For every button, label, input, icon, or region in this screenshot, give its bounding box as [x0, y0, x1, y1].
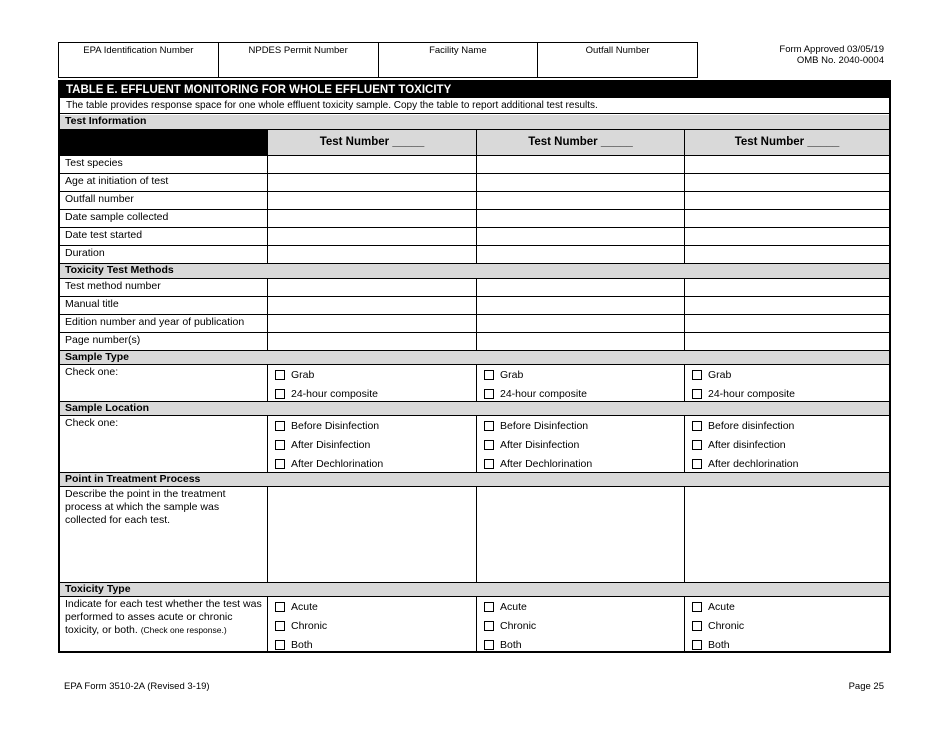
checkbox-icon[interactable] — [484, 640, 494, 650]
sample-location-row — [60, 416, 889, 473]
section-sample-type: Sample Type — [60, 351, 889, 365]
toxicity-type-options-3 — [685, 597, 889, 653]
section-sample-location: Sample Location — [60, 402, 889, 416]
row-label: Test species — [60, 156, 268, 173]
form-approval — [779, 44, 884, 66]
checkbox-acute[interactable]: Acute — [273, 597, 471, 616]
row-label: Page number(s) — [60, 333, 268, 350]
input-cell[interactable] — [268, 174, 477, 191]
npdes-permit-field[interactable]: NPDES Permit Number — [219, 43, 379, 77]
input-cell[interactable] — [685, 333, 889, 350]
table-row — [60, 297, 889, 315]
section-toxicity-test-methods: Toxicity Test Methods — [60, 264, 889, 279]
input-cell[interactable] — [685, 174, 889, 191]
input-cell[interactable] — [685, 297, 889, 314]
checkbox-grab[interactable]: Grab — [690, 365, 884, 384]
checkbox-icon[interactable] — [275, 459, 285, 469]
checkbox-grab[interactable]: Grab — [482, 365, 679, 384]
sample-location-options-2 — [477, 416, 685, 472]
checkbox-both[interactable]: Both — [690, 635, 884, 654]
checkbox-icon[interactable] — [692, 602, 702, 612]
row-label: Test method number — [60, 279, 268, 296]
checkbox-icon[interactable] — [692, 640, 702, 650]
row-label: Indicate for each test whether the test was performed to asses acute or chronic toxicity, or both. (Check one response.) — [60, 597, 268, 653]
sample-location-options-1 — [268, 416, 477, 472]
toxicity-type-options-2 — [477, 597, 685, 653]
table-description: The table provides response space for one whole effluent toxicity sample. Copy the table to report additional test results. — [60, 98, 889, 114]
table-row — [60, 246, 889, 264]
checkbox-chronic[interactable]: Chronic — [690, 616, 884, 635]
input-cell[interactable] — [685, 315, 889, 332]
table-row — [60, 210, 889, 228]
checkbox-acute[interactable]: Acute — [482, 597, 679, 616]
row-label: Check one: — [60, 365, 268, 401]
table-row — [60, 156, 889, 174]
row-label: Date sample collected — [60, 210, 268, 227]
approval-date: Form Approved 03/05/19 — [779, 44, 884, 55]
section-toxicity-type: Toxicity Type — [60, 583, 889, 597]
table-row — [60, 228, 889, 246]
input-cell[interactable] — [477, 174, 685, 191]
checkbox-icon[interactable] — [484, 459, 494, 469]
input-cell[interactable] — [477, 192, 685, 209]
toxicity-type-options-1 — [268, 597, 477, 653]
outfall-number-field[interactable]: Outfall Number — [585, 45, 650, 56]
checkbox-icon[interactable] — [275, 389, 285, 399]
input-cell[interactable] — [268, 156, 477, 173]
checkbox-before-disinfection[interactable]: Before Disinfection — [482, 416, 679, 435]
checkbox-both[interactable]: Both — [482, 635, 679, 654]
checkbox-icon[interactable] — [275, 640, 285, 650]
checkbox-icon[interactable] — [692, 440, 702, 450]
toxicity-type-row — [60, 597, 889, 653]
checkbox-icon[interactable] — [484, 440, 494, 450]
form-identifier: EPA Form 3510-2A (Revised 3-19) — [64, 681, 210, 692]
checkbox-after-dechlorination[interactable]: After Dechlorination — [273, 454, 471, 473]
input-cell[interactable] — [268, 315, 477, 332]
section-point-in-treatment: Point in Treatment Process — [60, 473, 889, 487]
checkbox-icon[interactable] — [692, 459, 702, 469]
sample-location-options-3 — [685, 416, 889, 472]
input-cell[interactable] — [268, 192, 477, 209]
checkbox-icon[interactable] — [275, 370, 285, 380]
sample-type-options-2 — [477, 365, 685, 401]
input-cell[interactable] — [685, 279, 889, 296]
input-cell[interactable] — [268, 246, 477, 263]
input-cell[interactable] — [685, 210, 889, 227]
checkbox-both[interactable]: Both — [273, 635, 471, 654]
input-cell[interactable] — [268, 279, 477, 296]
row-label: Date test started — [60, 228, 268, 245]
page-number: Page 25 — [848, 681, 884, 692]
checkbox-icon[interactable] — [692, 370, 702, 380]
table-row — [60, 174, 889, 192]
input-cell[interactable] — [685, 246, 889, 263]
test-number-2[interactable]: Test Number _____ — [477, 130, 685, 155]
checkbox-icon[interactable] — [484, 621, 494, 631]
checkbox-grab[interactable]: Grab — [273, 365, 471, 384]
table-title: TABLE E. EFFLUENT MONITORING FOR WHOLE EFFLUENT TOXICITY — [60, 82, 889, 98]
checkbox-24-hour-composite[interactable]: 24-hour composite — [482, 384, 679, 403]
sample-type-row — [60, 365, 889, 402]
checkbox-icon[interactable] — [692, 389, 702, 399]
row-label: Manual title — [60, 297, 268, 314]
checkbox-chronic[interactable]: Chronic — [273, 616, 471, 635]
checkbox-icon[interactable] — [484, 389, 494, 399]
table-row — [60, 279, 889, 297]
checkbox-after-disinfection[interactable]: After disinfection — [690, 435, 884, 454]
checkbox-icon[interactable] — [275, 602, 285, 612]
checkbox-icon[interactable] — [275, 421, 285, 431]
input-cell[interactable] — [268, 228, 477, 245]
input-cell[interactable] — [477, 246, 685, 263]
checkbox-24-hour-composite[interactable]: 24-hour composite — [273, 384, 471, 403]
input-cell[interactable] — [477, 487, 685, 582]
test-number-1[interactable]: Test Number _____ — [268, 130, 477, 155]
test-number-header-row — [60, 130, 889, 156]
blank-header-cell — [60, 130, 268, 155]
table-row — [60, 333, 889, 351]
checkbox-chronic[interactable]: Chronic — [482, 616, 679, 635]
input-cell[interactable] — [268, 333, 477, 350]
checkbox-icon[interactable] — [692, 621, 702, 631]
checkbox-icon[interactable] — [484, 602, 494, 612]
checkbox-icon[interactable] — [275, 621, 285, 631]
checkbox-before-disinfection[interactable]: Before Disinfection — [273, 416, 471, 435]
section-test-information: Test Information — [60, 115, 889, 130]
form-header-fields — [58, 42, 698, 78]
row-label: Outfall number — [60, 192, 268, 209]
input-cell[interactable] — [477, 297, 685, 314]
input-cell[interactable] — [477, 210, 685, 227]
checkbox-after-dechlorination[interactable]: After Dechlorination — [482, 454, 679, 473]
facility-name-field[interactable]: Facility Name — [379, 43, 539, 77]
checkbox-after-dechlorination[interactable]: After dechlorination — [690, 454, 884, 473]
checkbox-icon[interactable] — [484, 421, 494, 431]
row-label: Edition number and year of publication — [60, 315, 268, 332]
input-cell[interactable] — [268, 487, 477, 582]
input-cell[interactable] — [477, 315, 685, 332]
input-cell[interactable] — [685, 192, 889, 209]
checkbox-after-disinfection[interactable]: After Disinfection — [273, 435, 471, 454]
checkbox-after-disinfection[interactable]: After Disinfection — [482, 435, 679, 454]
checkbox-icon[interactable] — [275, 440, 285, 450]
input-cell[interactable] — [477, 333, 685, 350]
checkbox-icon[interactable] — [692, 421, 702, 431]
row-label: Describe the point in the treatment process at which the sample was collected for each test. — [60, 487, 268, 582]
omb-number: OMB No. 2040-0004 — [796, 55, 884, 66]
effluent-toxicity-table — [58, 80, 891, 653]
test-number-3[interactable]: Test Number _____ — [685, 130, 889, 155]
point-in-treatment-row — [60, 487, 889, 583]
input-cell[interactable] — [685, 228, 889, 245]
row-label: Duration — [60, 246, 268, 263]
row-label: Check one: — [60, 416, 268, 472]
input-cell[interactable] — [268, 297, 477, 314]
epa-id-field[interactable]: EPA Identification Number — [59, 43, 219, 77]
checkbox-24-hour-composite[interactable]: 24-hour composite — [690, 384, 884, 403]
input-cell[interactable] — [685, 156, 889, 173]
checkbox-acute[interactable]: Acute — [690, 597, 884, 616]
table-row — [60, 192, 889, 210]
input-cell[interactable] — [477, 156, 685, 173]
sample-type-options-1 — [268, 365, 477, 401]
checkbox-icon[interactable] — [484, 370, 494, 380]
row-label: Age at initiation of test — [60, 174, 268, 191]
input-cell[interactable] — [477, 279, 685, 296]
sample-type-options-3 — [685, 365, 889, 401]
checkbox-before-disinfection[interactable]: Before disinfection — [690, 416, 884, 435]
input-cell[interactable] — [685, 487, 889, 582]
input-cell[interactable] — [477, 228, 685, 245]
table-row — [60, 315, 889, 333]
input-cell[interactable] — [268, 210, 477, 227]
